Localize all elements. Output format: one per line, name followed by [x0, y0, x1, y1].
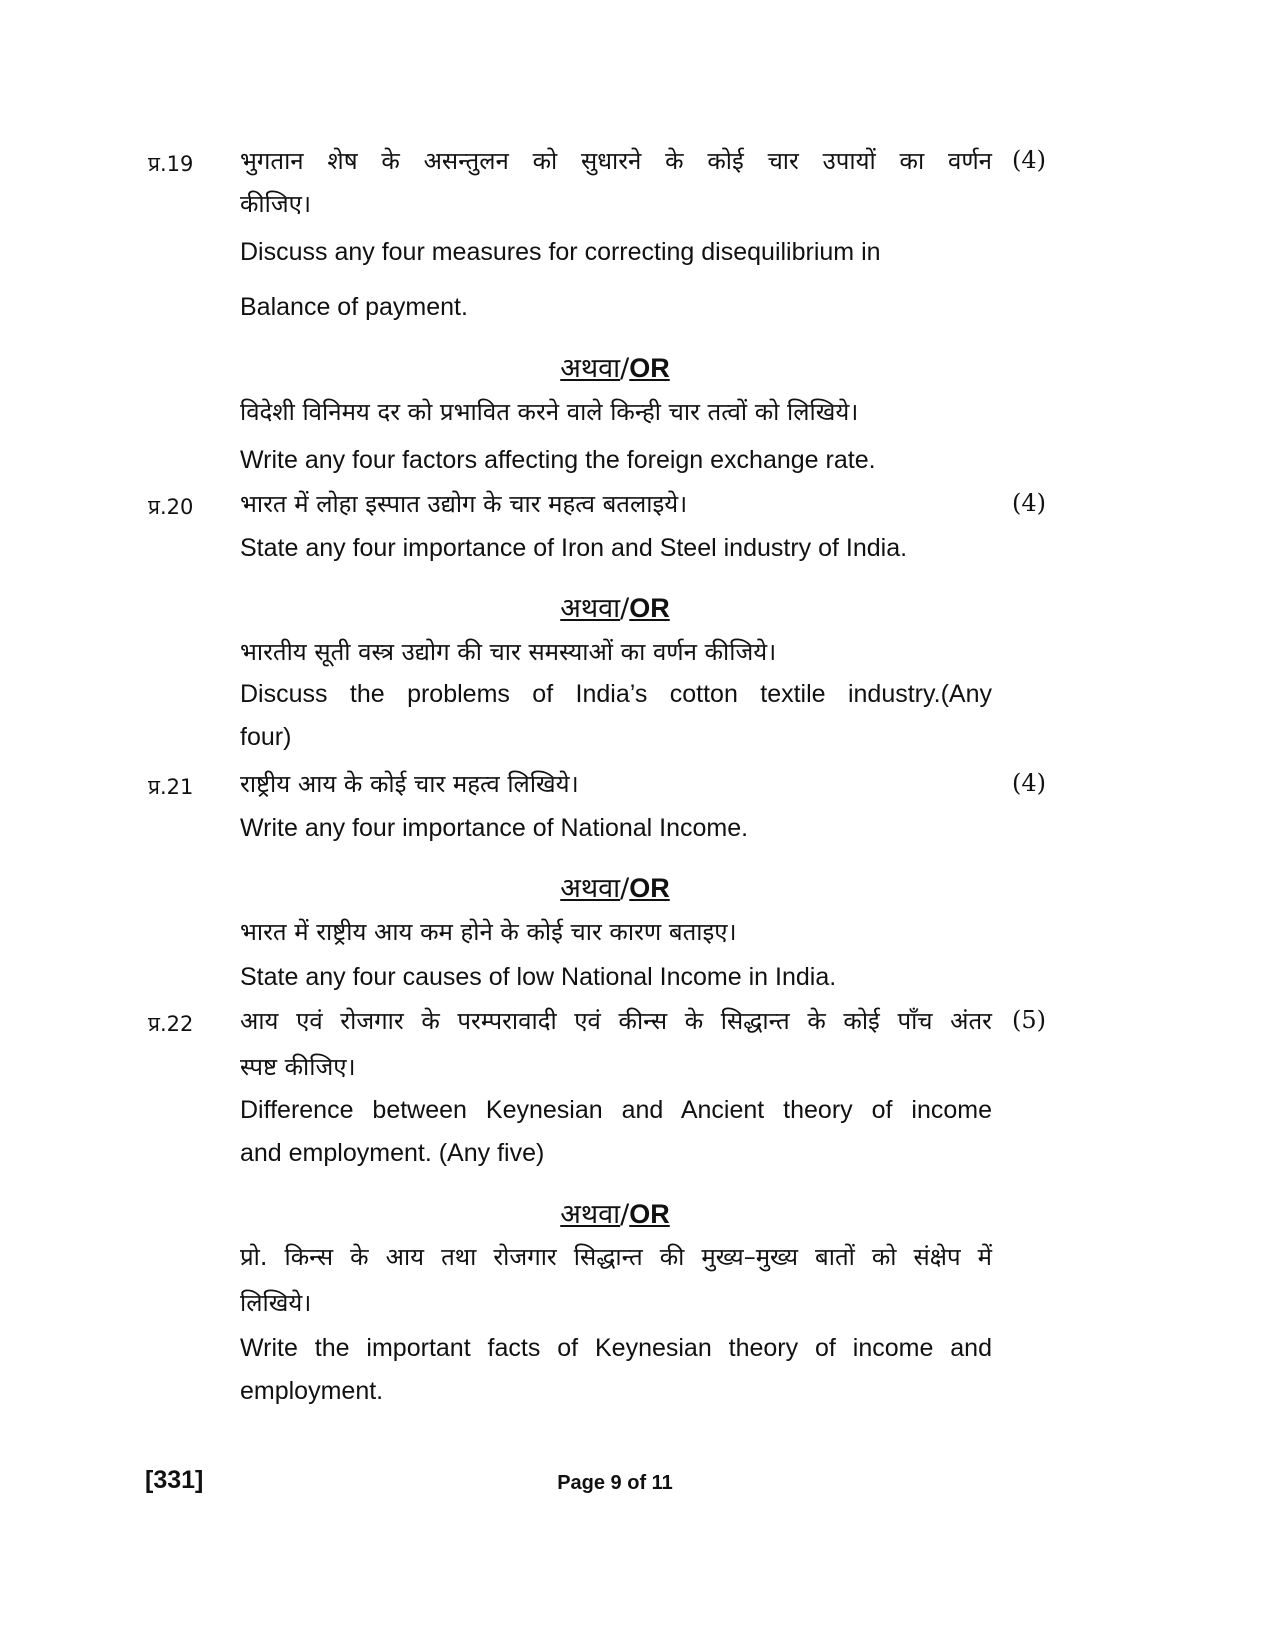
or-label-english: OR	[629, 593, 670, 623]
alternative-text-hindi: भारत में राष्ट्रीय आय कम होने के कोई चार कारण बताइए।	[240, 918, 737, 946]
or-label-hindi: अथवा	[560, 1199, 621, 1230]
or-slash: /	[620, 873, 630, 904]
alternative-text-english: employment.	[240, 1377, 384, 1405]
or-separator	[0, 1194, 1230, 1231]
or-slash: /	[620, 593, 630, 624]
or-label-hindi: अथवा	[560, 873, 621, 904]
question-text-english: Balance of payment.	[240, 293, 468, 321]
alternative-text-english: four)	[240, 723, 292, 751]
question-marks: (4)	[1012, 489, 1046, 517]
or-label-english: OR	[629, 1199, 670, 1229]
question-text-hindi: राष्ट्रीय आय के कोई चार महत्व लिखिये।	[240, 770, 579, 798]
question-text-hindi: आय एवं रोजगार के परम्परावादी एवं कीन्स के सिद्धान्त के कोई पाँच अंतर	[240, 1007, 992, 1035]
alternative-text-hindi: लिखिये।	[240, 1289, 312, 1317]
question-text-english: Discuss any four measures for correcting disequilibrium in	[240, 238, 881, 266]
question-text-english: Difference between Keynesian and Ancient theory of income	[240, 1096, 992, 1124]
or-separator	[0, 348, 1230, 385]
question-marks: (4)	[1012, 146, 1046, 174]
alternative-text-english: Write any four factors affecting the foreign exchange rate.	[240, 446, 876, 474]
or-label-hindi: अथवा	[560, 593, 621, 624]
question-number: प्र.20	[148, 495, 194, 519]
alternative-text-english: Discuss the problems of India’s cotton textile industry.(Any	[240, 680, 992, 708]
question-number: प्र.21	[148, 775, 194, 799]
page-number: Page 9 of 11	[557, 1472, 673, 1494]
question-text-english: Write any four importance of National Income.	[240, 814, 749, 842]
question-marks: (5)	[1012, 1006, 1046, 1034]
alternative-text-hindi: भारतीय सूती वस्त्र उद्योग की चार समस्याओं का वर्णन कीजिये।	[240, 638, 777, 666]
question-text-hindi: कीजिए।	[240, 190, 312, 218]
or-separator	[0, 588, 1230, 625]
or-slash: /	[620, 353, 630, 384]
or-separator	[0, 868, 1230, 905]
question-number: प्र.19	[148, 152, 194, 176]
question-text-english: State any four importance of Iron and Steel industry of India.	[240, 534, 908, 562]
alternative-text-english: State any four causes of low National Income in India.	[240, 963, 837, 991]
alternative-text-hindi: विदेशी विनिमय दर को प्रभावित करने वाले किन्ही चार तत्वों को लिखिये।	[240, 398, 859, 426]
question-text-hindi: भारत में लोहा इस्पात उद्योग के चार महत्व बतलाइये।	[240, 490, 688, 518]
alternative-text-english: Write the important facts of Keynesian theory of income and	[240, 1334, 992, 1362]
question-text-english: and employment. (Any five)	[240, 1139, 545, 1167]
or-slash: /	[620, 1199, 630, 1230]
or-label-english: OR	[629, 873, 670, 903]
question-text-hindi: भुगतान शेष के असन्तुलन को सुधारने के कोई चार उपायों का वर्णन	[240, 147, 992, 175]
question-marks: (4)	[1012, 769, 1046, 797]
question-number: प्र.22	[148, 1012, 194, 1036]
or-label-hindi: अथवा	[560, 353, 621, 384]
paper-code: [331]	[145, 1466, 204, 1494]
or-label-english: OR	[629, 353, 670, 383]
alternative-text-hindi: प्रो. किन्स के आय तथा रोजगार सिद्धान्त की मुख्य–मुख्य बातों को संक्षेप में	[240, 1243, 992, 1271]
question-text-hindi: स्पष्ट कीजिए।	[240, 1053, 356, 1081]
